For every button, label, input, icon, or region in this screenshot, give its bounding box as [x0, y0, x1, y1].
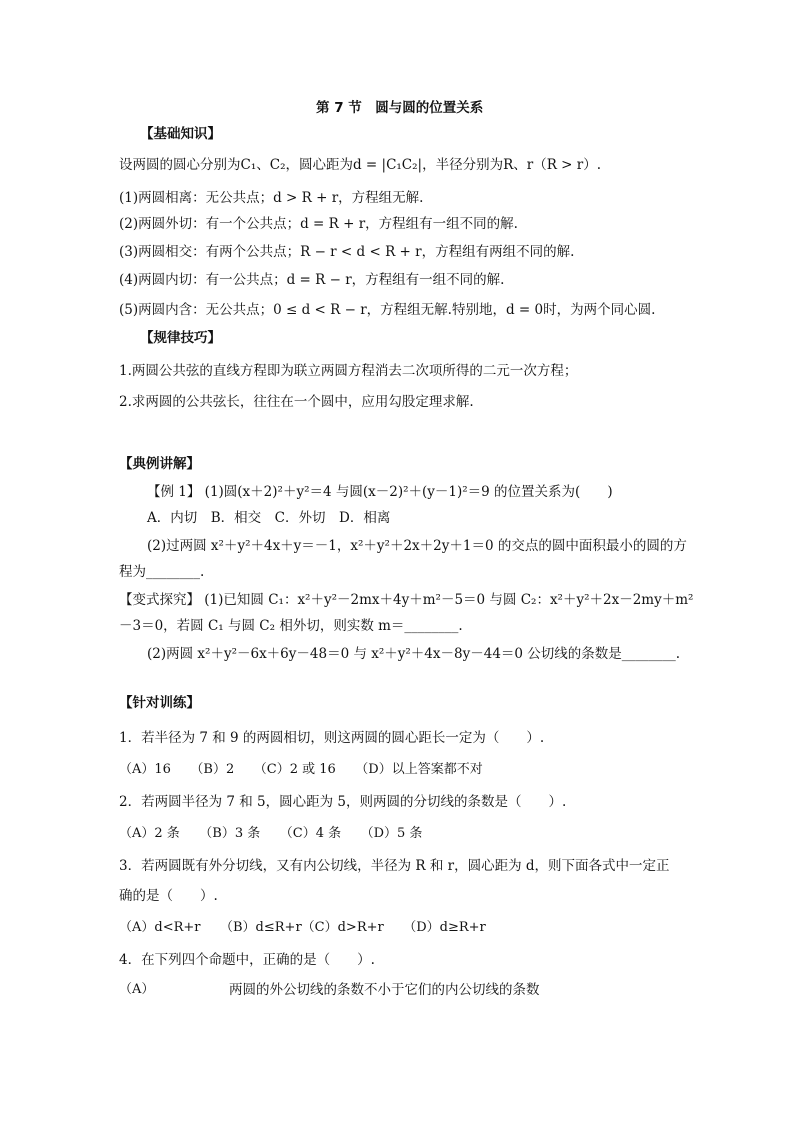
variant-line-2: －3＝0，若圆 C₁ 与圆 C₂ 相外切，则实数 m＝________. — [119, 618, 463, 634]
question-3-line1: 3．若两圆既有外分切线，又有内公切线，半径为 R 和 r，圆心距为 d，则下面各式中一定正 — [119, 858, 670, 874]
question-3-line2: 确的是（ ）. — [119, 888, 218, 904]
heading-tips: 【规律技巧】 — [140, 330, 221, 346]
basic-item-3: (3)两圆相交：有两个公共点；R − r < d < R + r，方程组有两组不同的解. — [119, 244, 575, 260]
tip-item-2: 2.求两圆的公共弦长，往往在一个圆中，应用勾股定理求解. — [119, 394, 474, 410]
basic-item-5: (5)两圆内含：无公共点；0 ≤ d < R − r，方程组无解.特别地，d = 0时，为两个同心圆. — [119, 302, 656, 318]
question-3-options: （A）d<R+r （B）d≤R+r（C）d>R+r （D）d≥R+r — [119, 920, 486, 935]
question-1-options: （A）16 （B）2 （C）2 或 16 （D）以上答案都不对 — [119, 762, 483, 777]
tip-item-1: 1.两圆公共弦的直线方程即为联立两圆方程消去二次项所得的二元一次方程； — [119, 363, 578, 379]
question-1: 1．若半径为 7 和 9 的两圆相切，则这两圆的圆心距长一定为（ ）. — [119, 730, 545, 746]
question-4-option-a-label: （A） — [119, 982, 155, 997]
variant-line-1: 【变式探究】 (1)已知圆 C₁：x²＋y²－2mx＋4y＋m²－5＝0 与圆 C₂：x²＋y²＋2x－2my＋m² — [119, 592, 694, 608]
variant-part2: (2)两圆 x²＋y²－6x＋6y－48＝0 与 x²＋y²＋4x－8y－44＝0 公切线的条数是________. — [147, 646, 681, 662]
question-4-option-a-text: 两圆的外公切线的条数不小于它们的内公切线的条数 — [229, 982, 540, 998]
heading-examples: 【典例讲解】 — [119, 456, 200, 472]
question-2: 2．若两圆半径为 7 和 5，圆心距为 5，则两圆的分切线的条数是（ ）. — [119, 794, 567, 810]
question-2-options: （A）2 条 （B）3 条 （C）4 条 （D）5 条 — [119, 826, 423, 841]
heading-training: 【针对训练】 — [119, 695, 200, 711]
heading-basic-knowledge: 【基础知识】 — [140, 126, 221, 142]
example-1-question: 【例 1】 (1)圆(x＋2)²＋y²＝4 与圆(x－2)²＋(y－1)²＝9 的位置关系为( ) — [147, 484, 613, 500]
basic-intro: 设两圆的圆心分别为C₁、C₂，圆心距为d = |C₁C₂|，半径分别为R、r（R > r）. — [119, 157, 602, 173]
basic-item-1: (1)两圆相离：无公共点；d > R + r，方程组无解. — [119, 190, 424, 206]
example-1-options: A．内切 B．相交 C．外切 D．相离 — [147, 510, 391, 526]
question-4: 4．在下列四个命题中，正确的是（ ）. — [119, 952, 375, 968]
basic-item-4: (4)两圆内切：有一公共点；d = R − r，方程组有一组不同的解. — [119, 272, 505, 288]
example-1-part2-line1: (2)过两圆 x²＋y²＋4x＋y＝－1，x²＋y²＋2x＋2y＋1＝0 的交点的圆中面积最小的圆的方 — [147, 538, 687, 554]
page-title: 第 7 节 圆与圆的位置关系 — [316, 100, 484, 116]
basic-item-2: (2)两圆外切：有一个公共点；d = R + r，方程组有一组不同的解. — [119, 216, 518, 232]
example-1-part2-line2: 程为________. — [119, 564, 205, 580]
